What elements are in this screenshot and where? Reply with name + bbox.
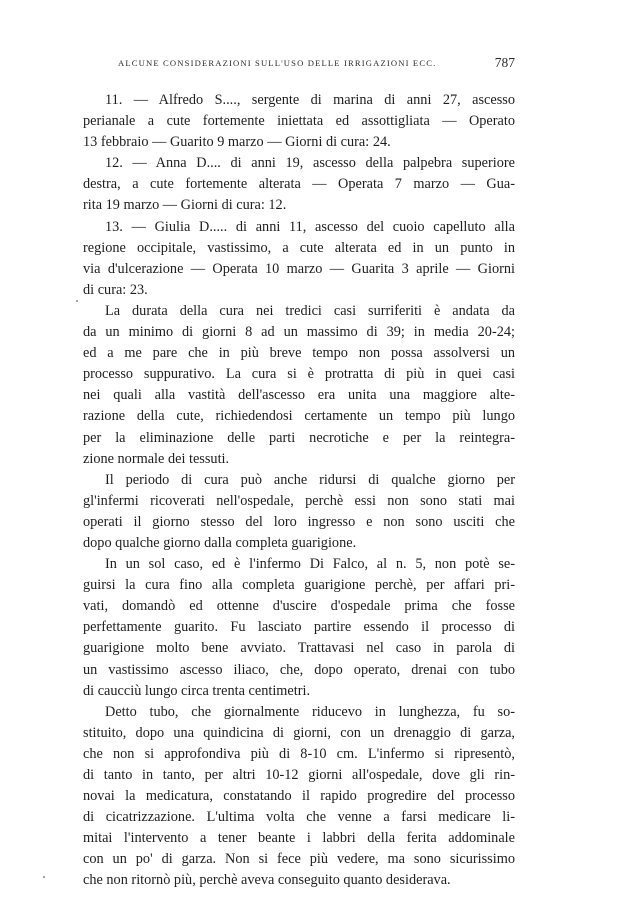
paper-speck <box>43 876 45 878</box>
text-line: che non si approfondiva più di 8-10 cm. L'infermo si ripresentò, <box>83 745 515 762</box>
text-line: ed a me pare che in più breve tempo non possa assolversi un <box>83 345 515 362</box>
text-line: guirsi la cura fino alla completa guarigione perchè, per affari pri- <box>83 577 515 594</box>
text-line: di caucciù lungo circa trenta centimetri. <box>83 682 311 699</box>
text-line: di cicatrizzazione. L'ultima volta che venne a farsi medicare li- <box>83 809 515 826</box>
text-line: regione occipitale, vastissimo, a cute alterata ed in un punto in <box>83 239 515 256</box>
text-line: La durata della cura nei tredici casi surriferiti è andata da <box>105 302 515 319</box>
text-line: mitai l'intervento a tener beante i labbri della ferita addominale <box>83 830 515 847</box>
text-line: dopo qualche giorno dalla completa guarigione. <box>83 534 357 551</box>
text-line: zione normale dei tessuti. <box>83 450 230 467</box>
text-line: novai la medicatura, constatando il rapido progredire del processo <box>83 788 515 805</box>
text-line: 12. — Anna D.... di anni 19, ascesso della palpebra superiore <box>105 155 515 172</box>
text-line: 13 febbraio — Guarito 9 marzo — Giorni di cura: 24. <box>83 134 391 151</box>
page-number: 787 <box>494 55 515 70</box>
text-line: razione della cute, richiedendosi certamente un tempo più lungo <box>83 408 515 425</box>
text-line: Detto tubo, che giornalmente riducevo in lunghezza, fu so- <box>105 703 515 720</box>
text-line: vati, domandò ed ottenne d'uscire d'ospedale prima che fosse <box>83 598 515 615</box>
text-line: destra, a cute fortemente alterata — Operata 7 marzo — Gua- <box>83 176 515 193</box>
text-line: 13. — Giulia D..... di anni 11, ascesso del cuoio capelluto alla <box>105 218 515 235</box>
text-line: gl'infermi ricoverati nell'ospedale, perchè essi non sono stati mai <box>83 492 515 509</box>
text-line: nei quali alla vastità dell'ascesso era unita una maggiore alte- <box>83 387 515 404</box>
text-line: operati il giorno stesso del loro ingresso e non sono usciti che <box>83 513 515 530</box>
text-line: che non ritornò più, perchè aveva conseguito quanto desiderava. <box>83 872 451 889</box>
running-head <box>118 56 515 74</box>
text-line: 11. — Alfredo S...., sergente di marina di anni 27, ascesso <box>105 92 515 108</box>
text-line: un vastissimo ascesso iliaco, che, dopo operato, drenai con tubo <box>83 661 515 678</box>
text-line: con un po' di garza. Non si fece più vedere, ma sono sicurissimo <box>83 851 515 868</box>
paper-speck <box>76 300 78 302</box>
text-line: di cura: 23. <box>83 281 148 298</box>
text-line: stituito, dopo una quindicina di giorni, con un drenaggio di garza, <box>83 724 515 741</box>
text-line: Il periodo di cura può anche ridursi di qualche giorno per <box>105 471 515 488</box>
text-line: perianale a cute fortemente iniettata ed assottigliata — Operato <box>83 113 515 130</box>
text-line: da un minimo di giorni 8 ad un massimo di 39; in media 20-24; <box>83 324 515 341</box>
text-line: rita 19 marzo — Giorni di cura: 12. <box>83 197 287 214</box>
text-line: di tanto in tanto, per altri 10-12 giorni all'ospedale, dove gli rin- <box>83 767 515 783</box>
text-line: perfettamente guarito. Fu lasciato partire essendo il processo di <box>83 619 515 636</box>
text-line: processo suppurativo. La cura si è protratta di più in quei casi <box>83 366 515 383</box>
text-line: guarigione molto bene avviato. Trattavasi nel caso in parola di <box>83 640 515 657</box>
text-line: In un sol caso, ed è l'infermo Di Falco, al n. 5, non potè se- <box>105 556 515 573</box>
running-title: ALCUNE CONSIDERAZIONI SULL'USO DELLE IRRIGAZIONI ECC. <box>118 58 437 68</box>
body-text <box>83 90 515 892</box>
text-line: per la eliminazione delle parti necrotiche e per la reintegra- <box>83 429 515 446</box>
text-line: via d'ulcerazione — Operata 10 marzo — Guarita 3 aprile — Giorni <box>83 260 515 277</box>
